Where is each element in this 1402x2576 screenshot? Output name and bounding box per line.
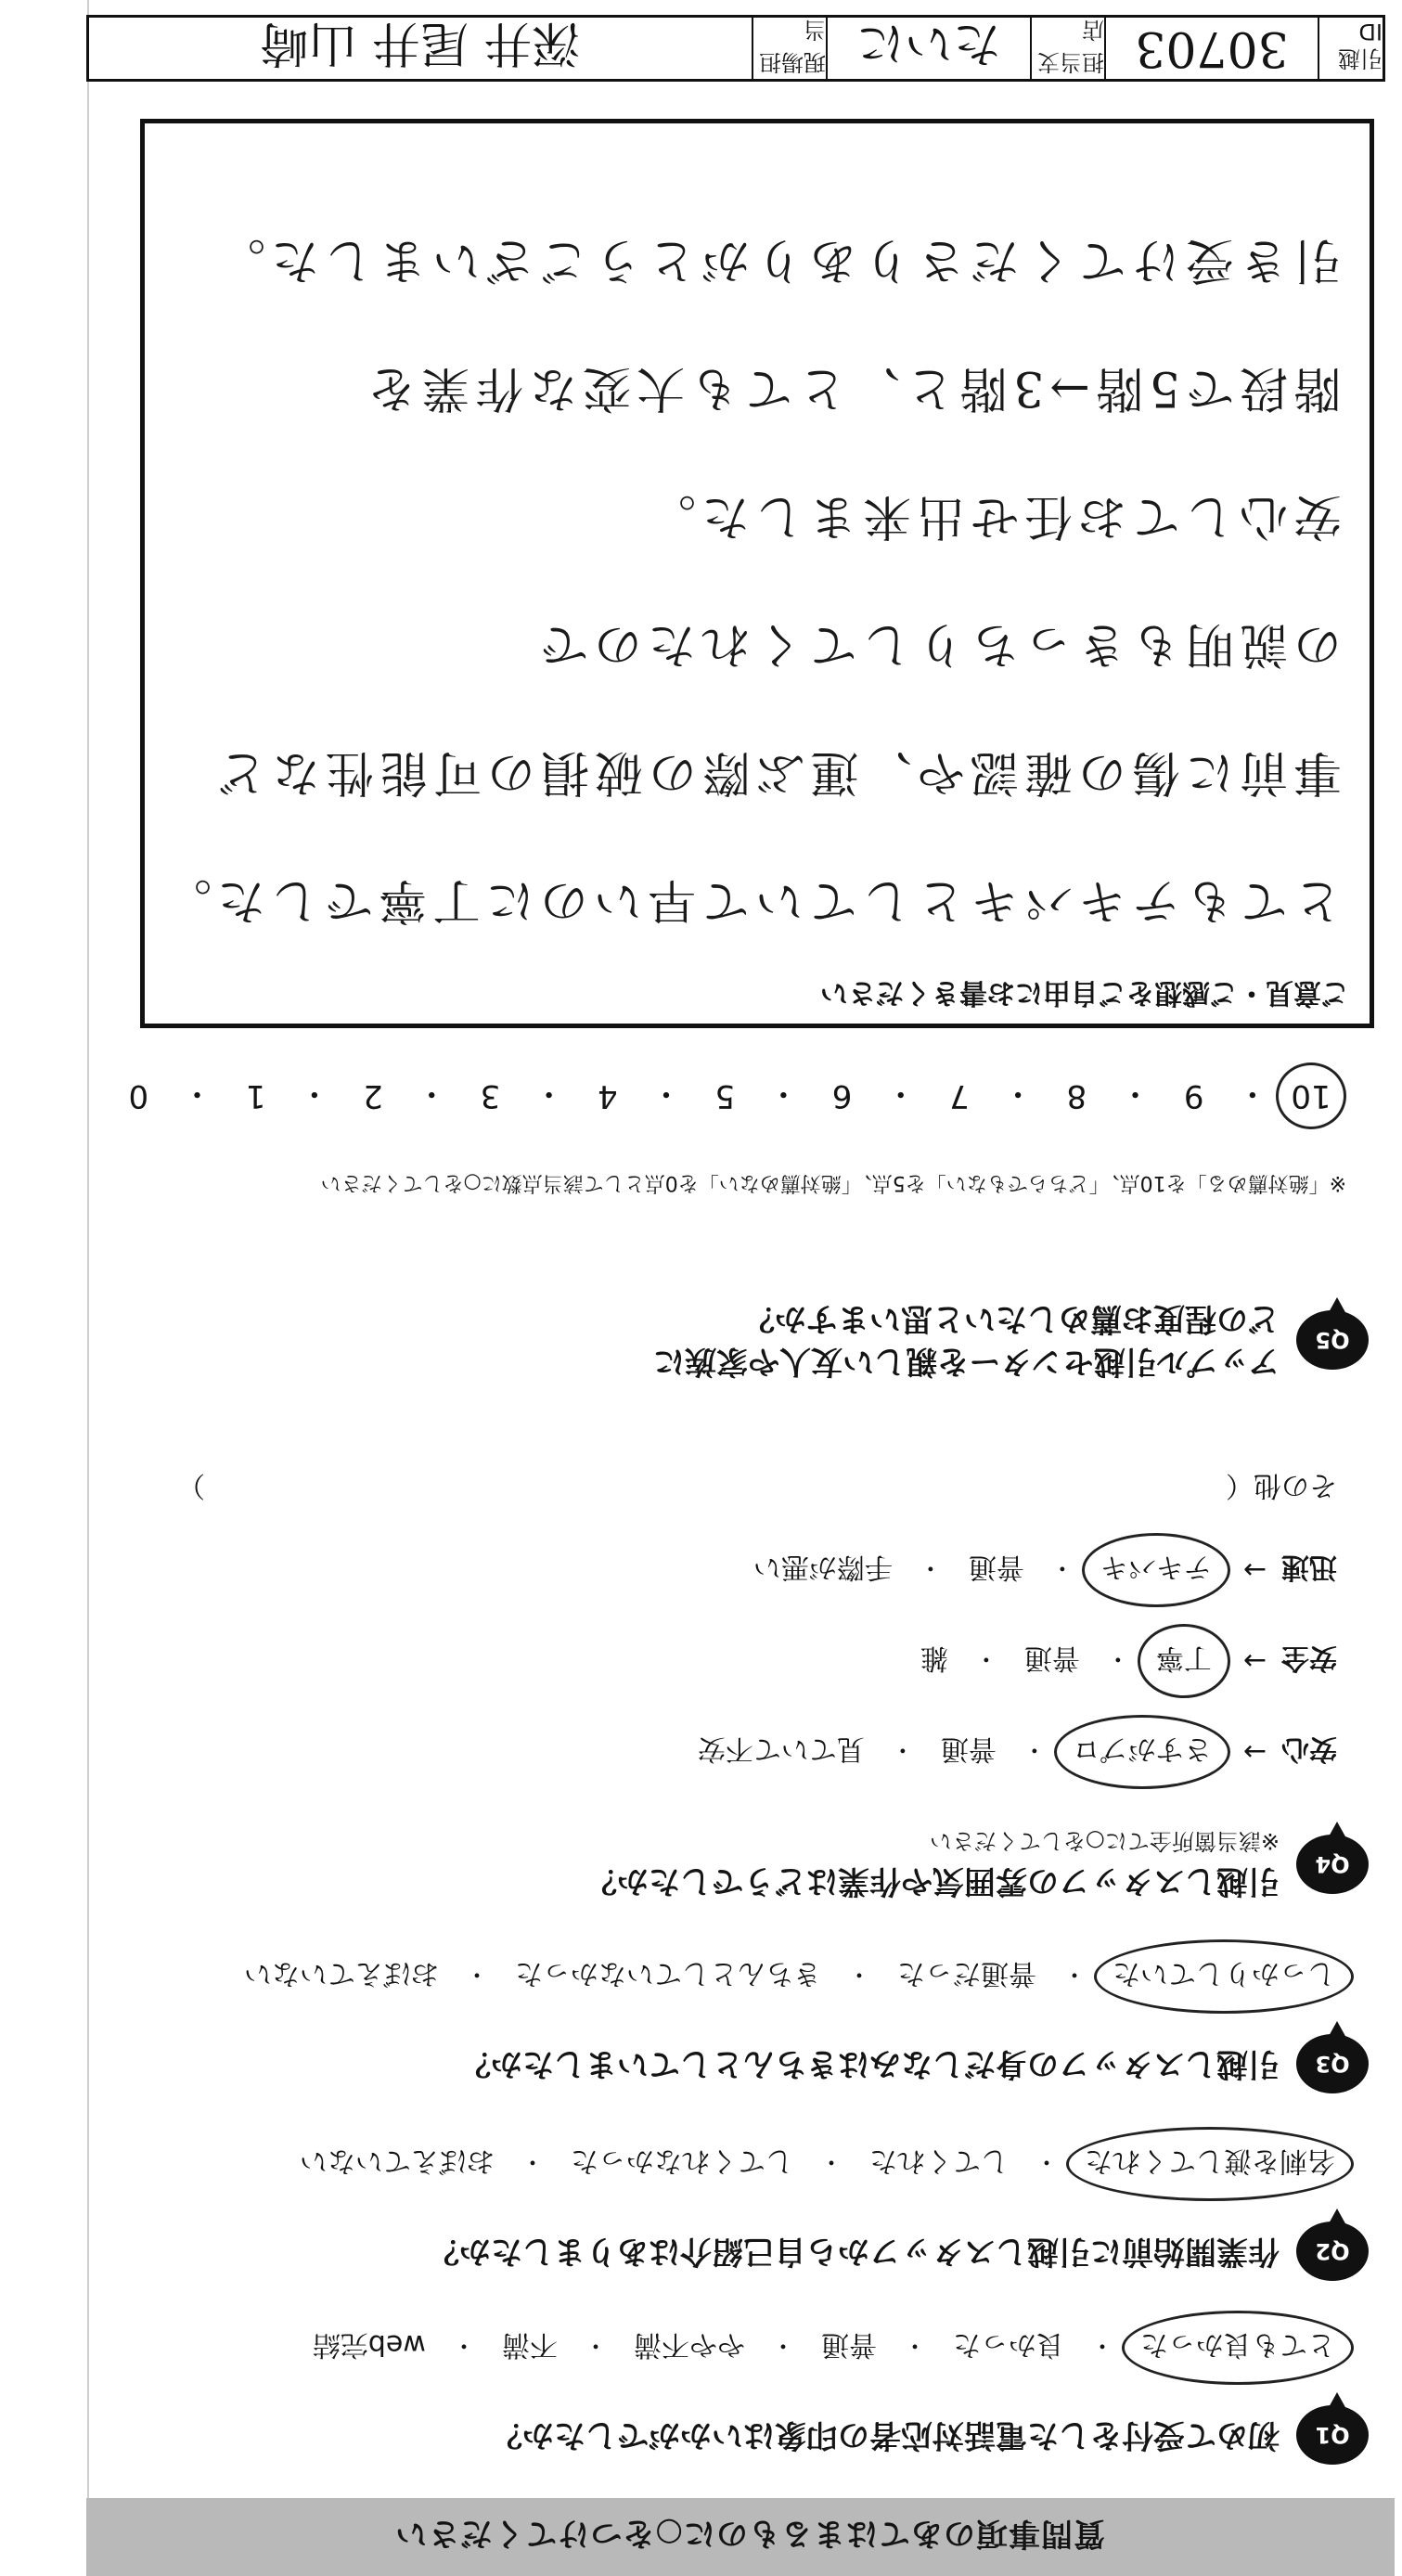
branch-label: 担当支店 xyxy=(1030,18,1104,79)
q5-note: ※「絶対薦める」を10点、「どちらでもない」を5点、「絶対薦めない」を0点として該当点数に○をしてください xyxy=(320,1171,1346,1194)
q1-option-normal[interactable]: 普通 xyxy=(820,2328,877,2361)
comment-box[interactable] xyxy=(140,119,1374,1028)
q3-option-neat[interactable]: しっかりしていた xyxy=(1103,1951,1344,2003)
q3-badge: Q3 xyxy=(1296,2034,1369,2093)
q3-option-dont-remember[interactable]: おぼえていない xyxy=(243,1957,439,1990)
q3-options: しっかりしていた ・ 普通だった ・ きちんとしていなかった ・ おぼえていない xyxy=(235,1951,1344,2003)
q3-option-not-neat[interactable]: きちんとしていなかった xyxy=(514,1957,821,1990)
scale-9[interactable]: 9 xyxy=(1183,1077,1204,1115)
q4-other-close: ） xyxy=(177,1469,205,1501)
q1-option-good[interactable]: 良かった xyxy=(952,2328,1064,2361)
scale-7[interactable]: 7 xyxy=(949,1077,970,1115)
q1-option-dissatisfied[interactable]: 不満 xyxy=(501,2328,558,2361)
q4-row-anzen: 安全 → 丁寧 ・ 普通 ・ 雑 xyxy=(911,1635,1337,1687)
q4-category-anshin: 安心 xyxy=(1281,1732,1337,1765)
q4-jinsoku-option-clumsy[interactable]: 手際が悪い xyxy=(752,1551,893,1583)
q4-text: 引越しスタッフの雰囲気や作業はどうでしたか？ xyxy=(585,1862,1280,1900)
leader-label: 現場担当 xyxy=(752,18,826,79)
q4-category-jinsoku: 迅速 xyxy=(1281,1551,1337,1583)
q1-question xyxy=(491,2405,1369,2465)
scale-3[interactable]: 3 xyxy=(480,1077,501,1115)
id-label: 引越ID xyxy=(1318,18,1383,79)
q4-anshin-option-pro[interactable]: さすがプロ xyxy=(1063,1726,1221,1778)
instruction-bar xyxy=(86,2498,1395,2576)
q1-options: とても良かった ・ 良かった ・ 普通 ・ やや不満 ・ 不満 ・ web完結 xyxy=(303,2322,1344,2374)
scale-5[interactable]: 5 xyxy=(714,1077,735,1115)
q4-row-jinsoku: 迅速 → テキパキ ・ 普通 ・ 手際が悪い xyxy=(744,1544,1337,1596)
q1-text: 初めて受付をした電話対応者の印象はいかがでしたか？ xyxy=(491,2416,1280,2454)
arrow-icon: → xyxy=(1242,1735,1267,1769)
q2-question xyxy=(428,2222,1369,2281)
q4-anzen-option-normal[interactable]: 普通 xyxy=(1023,1642,1080,1674)
comment-title: ご意見・ご感想をご自由にお書きください xyxy=(820,976,1349,1009)
id-table xyxy=(86,15,1385,82)
q2-text: 作業開始前に引越しスタッフから自己紹介はありましたか？ xyxy=(428,2233,1280,2270)
branch-value[interactable]: たいに xyxy=(826,18,1030,79)
q3-question xyxy=(459,2034,1369,2093)
q4-row-anshin: 安心 → さすがプロ ・ 普通 ・ 見ていて不安 xyxy=(688,1726,1337,1778)
instruction-text: 質問事項のあてはまるものに○をつけてください xyxy=(394,2515,1105,2553)
comment-line-4: 安心してお任せ出来ました。 xyxy=(641,488,1342,544)
q4-other-label: その他（ xyxy=(1226,1469,1337,1501)
q4-anzen-option-careful[interactable]: 丁寧 xyxy=(1147,1635,1221,1687)
comment-line-6: 引き受けてくださりありがとうございました。 xyxy=(211,232,1342,288)
q2-option-card[interactable]: 名刺を渡してくれた xyxy=(1075,2138,1344,2190)
q5-question xyxy=(653,1297,1369,1383)
comment-line-2: 事前に傷の確認や、運ぶ際の破損の可能性など xyxy=(212,744,1342,800)
scale-1[interactable]: 1 xyxy=(245,1077,266,1115)
q2-option-dont-remember[interactable]: おぼえていない xyxy=(299,2145,495,2177)
q3-text: 引越しスタッフの身だしなみはきちんとしていましたか？ xyxy=(459,2045,1280,2082)
comment-line-3: の説明もきっちりしてくれたので xyxy=(534,616,1342,672)
q4-anzen-option-rough[interactable]: 雑 xyxy=(920,1642,948,1674)
id-value[interactable]: 30703 xyxy=(1104,18,1318,79)
q1-option-web[interactable]: web完結 xyxy=(312,2328,426,2361)
q4-other xyxy=(177,1468,1337,1509)
q4-badge: Q4 xyxy=(1296,1835,1369,1895)
arrow-icon: → xyxy=(1242,1644,1267,1678)
q2-badge: Q2 xyxy=(1296,2222,1369,2281)
q4-jinsoku-option-brisk[interactable]: テキパキ xyxy=(1091,1544,1221,1596)
q4-anshin-option-anxious[interactable]: 見ていて不安 xyxy=(697,1732,865,1765)
comment-line-5: 階段で5階→3階と、とても大変な作業を xyxy=(362,360,1342,416)
q1-badge: Q1 xyxy=(1296,2405,1369,2465)
q4-jinsoku-option-normal[interactable]: 普通 xyxy=(968,1551,1024,1583)
scale-10[interactable]: 10 xyxy=(1285,1078,1337,1115)
q1-option-very-good[interactable]: とても良かった xyxy=(1131,2322,1344,2374)
q2-option-did[interactable]: してくれた xyxy=(868,2145,1009,2177)
q4-note: ※該当箇所全てに○をしてください xyxy=(929,1828,1280,1854)
q4-question xyxy=(585,1827,1369,1902)
scale-8[interactable]: 8 xyxy=(1066,1077,1087,1115)
q1-option-slightly-dissatisfied[interactable]: やや不満 xyxy=(633,2328,745,2361)
comment-line-1: とてもテキパキとしていて早いのに丁寧でした。 xyxy=(157,872,1342,928)
q3-option-normal[interactable]: 普通だった xyxy=(896,1957,1036,1990)
scale-6[interactable]: 6 xyxy=(831,1077,853,1115)
arrow-icon: → xyxy=(1242,1553,1267,1587)
q5-badge: Q5 xyxy=(1296,1310,1369,1370)
scale-4[interactable]: 4 xyxy=(597,1077,618,1115)
scale-0[interactable]: 0 xyxy=(128,1077,149,1115)
q4-category-anzen: 安全 xyxy=(1281,1642,1337,1674)
q5-text-line1: アップル引越センターを親しい友人や家族に xyxy=(653,1343,1280,1380)
q5-text-line2: どの程度お薦めしたいと思いますか？ xyxy=(743,1300,1280,1337)
leader-value[interactable]: 深井 尾井 山崎 xyxy=(260,15,581,71)
q2-options: 名刺を渡してくれた ・ してくれた ・ してくれなかった ・ おぼえていない xyxy=(290,2138,1344,2190)
q4-anshin-option-normal[interactable]: 普通 xyxy=(940,1732,997,1765)
scale-2[interactable]: 2 xyxy=(363,1077,383,1115)
q5-scale: 10 ・ 9 ・ 8 ・ 7 ・ 6 ・ 5 ・ 4 ・ 3 ・ 2 ・ 1 ・ 0 xyxy=(112,1074,1337,1119)
q2-option-did-not[interactable]: してくれなかった xyxy=(570,2145,793,2177)
